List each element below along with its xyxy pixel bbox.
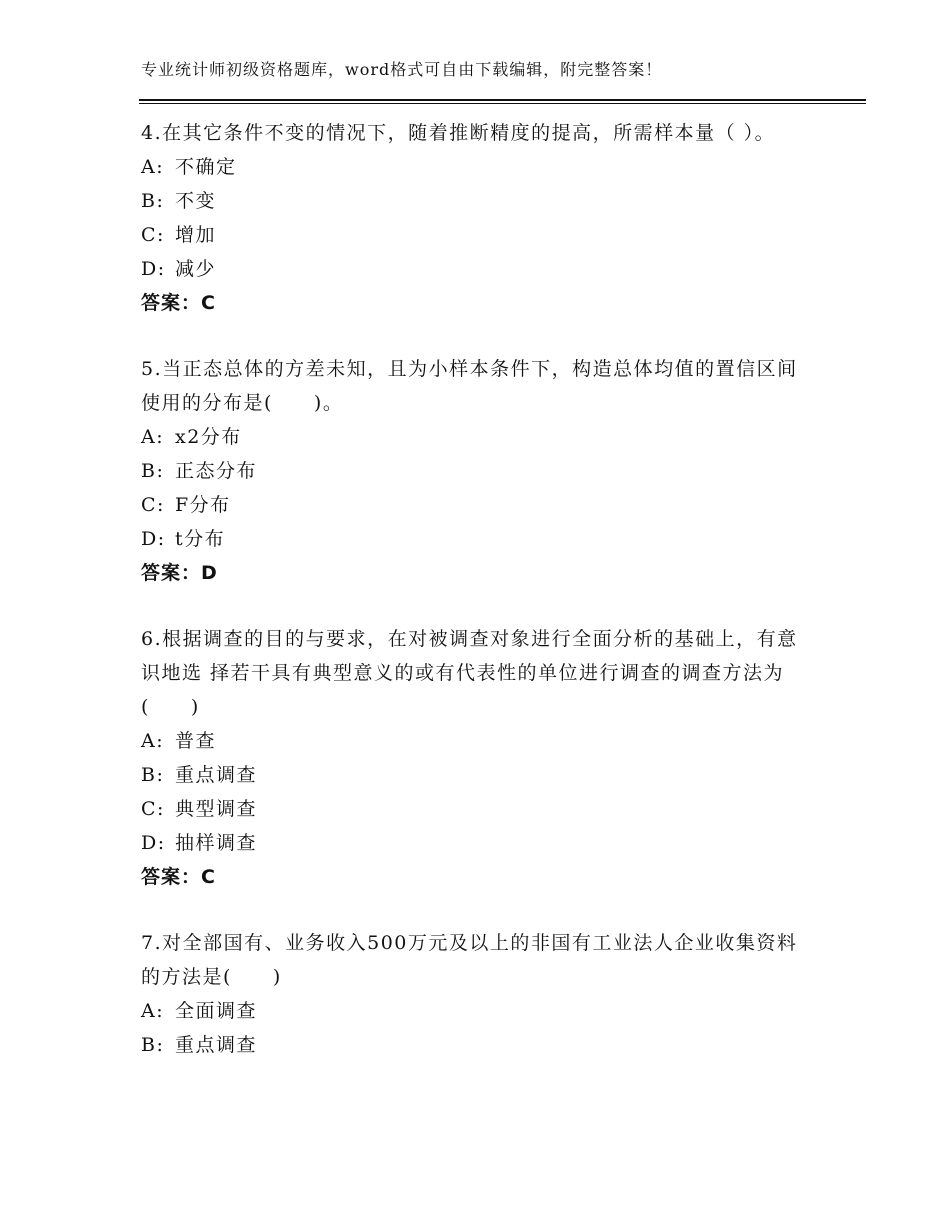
- option-key: C:: [141, 494, 165, 516]
- question-text: 6.根据调查的目的与要求，在对被调查对象进行全面分析的基础上，有意识地选 择若干具有典型意义的或有代表性的单位进行调查的调查方法为( ): [141, 628, 798, 718]
- option-b: [141, 454, 841, 488]
- option-b: [141, 758, 841, 792]
- question-7: [141, 926, 841, 1062]
- question-5: [141, 352, 841, 590]
- option-text: 全面调查: [175, 1000, 258, 1022]
- option-d: [141, 522, 841, 556]
- question-4: [141, 116, 841, 320]
- option-a: [141, 994, 841, 1028]
- option-key: B:: [141, 460, 165, 482]
- option-key: A:: [141, 730, 165, 752]
- answer: 答案：D: [141, 562, 218, 584]
- option-text: 重点调查: [175, 764, 258, 786]
- option-c: [141, 218, 841, 252]
- option-key: A:: [141, 426, 165, 448]
- option-text: 减少: [175, 258, 217, 280]
- option-text: 正态分布: [175, 460, 258, 482]
- question-text: 5.当正态总体的方差未知，且为小样本条件下，构造总体均值的置信区间使用的分布是( )。: [141, 358, 798, 414]
- option-b: [141, 1028, 841, 1062]
- question-list: [141, 116, 841, 1094]
- option-text: t分布: [175, 528, 226, 550]
- option-d: [141, 252, 841, 286]
- option-d: [141, 826, 841, 860]
- option-b: [141, 184, 841, 218]
- option-c: [141, 792, 841, 826]
- question-text: 7.对全部国有、业务收入500万元及以上的非国有工业法人企业收集资料的方法是( ): [141, 932, 798, 988]
- option-a: [141, 724, 841, 758]
- option-text: x2分布: [175, 426, 242, 448]
- option-text: 不确定: [175, 156, 237, 178]
- option-text: F分布: [175, 494, 231, 516]
- option-text: 不变: [175, 190, 217, 212]
- header-rule-thick: [139, 99, 866, 101]
- option-key: D:: [141, 258, 166, 280]
- option-text: 重点调查: [175, 1034, 258, 1056]
- question-6: [141, 622, 841, 894]
- option-text: 增加: [175, 224, 217, 246]
- option-c: [141, 488, 841, 522]
- page-header: 专业统计师初级资格题库，word格式可自由下载编辑，附完整答案！: [141, 60, 663, 79]
- option-key: C:: [141, 224, 165, 246]
- option-text: 抽样调查: [175, 832, 258, 854]
- option-key: D:: [141, 528, 166, 550]
- option-key: A:: [141, 156, 165, 178]
- answer: 答案：C: [141, 866, 216, 888]
- option-key: B:: [141, 190, 165, 212]
- question-text: 4.在其它条件不变的情况下，随着推断精度的提高，所需样本量（ ）。: [141, 122, 776, 144]
- answer: 答案：C: [141, 292, 216, 314]
- option-key: D:: [141, 832, 166, 854]
- option-key: A:: [141, 1000, 165, 1022]
- option-key: B:: [141, 1034, 165, 1056]
- option-a: [141, 150, 841, 184]
- option-a: [141, 420, 841, 454]
- option-key: B:: [141, 764, 165, 786]
- option-key: C:: [141, 798, 165, 820]
- header-rule-thin: [139, 103, 866, 104]
- option-text: 典型调查: [175, 798, 258, 820]
- option-text: 普查: [175, 730, 217, 752]
